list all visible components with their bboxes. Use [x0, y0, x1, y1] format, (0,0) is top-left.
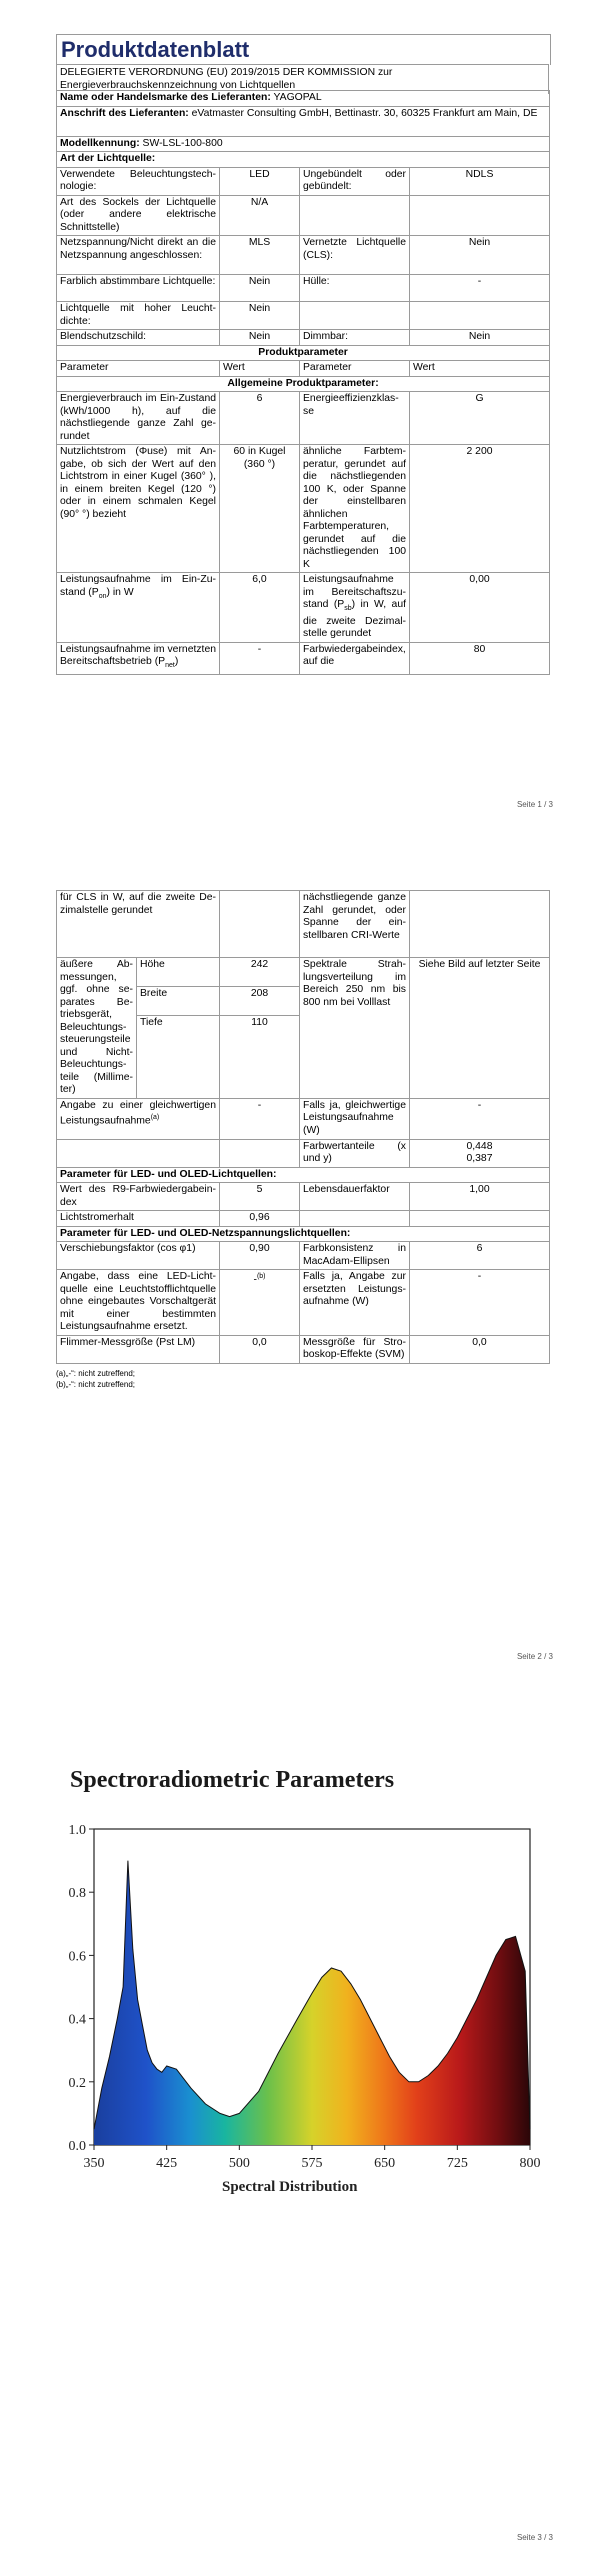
column-header-row	[57, 361, 550, 377]
page-3	[0, 1675, 603, 2560]
row-label: Verschiebungsfaktor (cos φ1)	[57, 1242, 220, 1270]
spectrum-area	[94, 1861, 530, 2145]
row-value: 0,96	[220, 1211, 300, 1227]
page-2	[0, 830, 603, 1675]
y-tick-label: 0.8	[68, 1886, 86, 1902]
x-tick-label: 650	[374, 2156, 396, 2171]
page-number: Seite 2 / 3	[516, 1652, 553, 1661]
table-row	[57, 891, 550, 958]
table-row	[57, 195, 550, 236]
table-row	[57, 1335, 550, 1363]
row-value: Nein	[410, 236, 550, 275]
column-header: Wert	[410, 361, 550, 377]
dimensions-label: äußere Abmessungen, ggf. ohne separates Betriebsgerät, Beleuchtungssteuerungsteile und Nicht-Beleuchtungsteile (Millimeter)	[57, 958, 137, 1099]
mains-params-heading: Parameter für LED- und OLED-Netzspannungslichtquellen:	[57, 1226, 550, 1242]
dimension-name: Tiefe	[137, 1015, 220, 1098]
dimension-value: 208	[220, 986, 300, 1015]
row-value: 0,0	[220, 1335, 300, 1363]
supplier-address-value: eVatmaster Consulting GmbH, Bettinastr. 30, 60325 Frankfurt am Main, DE	[191, 107, 538, 119]
row-label: Falls ja, gleichwertige Leistungsaufnahme (W)	[300, 1098, 410, 1139]
row-label: Lichtstromerhalt	[57, 1211, 220, 1227]
model-label: Modellkennung:	[60, 137, 140, 149]
footnote-a: (a)„-“: nicht zutreffend;	[56, 1368, 135, 1378]
row-value: 2 200	[410, 445, 550, 573]
chart-x-axis-label: Spectral Distribution	[222, 2179, 358, 2195]
column-header: Parameter	[300, 361, 410, 377]
general-params-heading: Allgemeine Produktparameter:	[57, 376, 550, 392]
row-value: Nein	[220, 275, 300, 302]
table-row	[57, 1183, 550, 1211]
row-label: für CLS in W, auf die zweite Dezimalstelle gerundet	[57, 891, 220, 958]
table-row	[57, 1242, 550, 1270]
table-row	[57, 167, 550, 195]
y-tick-label: 1.0	[68, 1823, 86, 1838]
row-label: Energieverbrauch im Ein-Zustand (kWh/1000 h), auf die nächstliegende ganze Zahl gerundet	[57, 392, 220, 445]
table-row	[57, 1139, 550, 1167]
row-value: 0,90	[220, 1242, 300, 1270]
dimension-value: 242	[220, 958, 300, 987]
footnote-b: (b)„-“: nicht zutreffend;	[56, 1379, 135, 1389]
datasheet-table-1	[56, 90, 549, 675]
x-tick-label: 500	[228, 2156, 250, 2171]
x-tick-label: 350	[83, 2156, 105, 2171]
spectral-label: Spektrale Strahlungsverteilung im Bereich 250 nm bis 800 nm bei Volllast	[300, 958, 410, 1099]
dimension-value: 110	[220, 1015, 300, 1098]
row-label: Verwendete Beleuchtungstechnologie:	[57, 167, 220, 195]
row-value: Nein	[410, 330, 550, 346]
row-label: ähnliche Farbtemperatur, gerundet auf die nächstliegenden 100 K, oder Spanne der einstellbaren ähnlichen Farbtemperaturen, gerundet auf die nächstliegenden 100 K	[300, 445, 410, 573]
table-row	[57, 445, 550, 573]
y-tick-label: 0.2	[68, 2075, 86, 2091]
supplier-name-value: YAGOPAL	[273, 92, 322, 103]
x-tick-label: 800	[519, 2156, 541, 2171]
y-tick-label: 0.6	[68, 1949, 86, 1965]
supplier-name-label: Name oder Handelsmarke des Lieferanten:	[60, 92, 271, 103]
mains-params-heading-row	[57, 1226, 550, 1242]
chart-plot	[52, 1767, 552, 2207]
general-params-heading-row	[57, 376, 550, 392]
table-row	[57, 302, 550, 330]
row-label: Farblich abstimmbare Lichtquelle:	[57, 275, 220, 302]
spectral-chart	[52, 1767, 552, 2207]
row-value: -	[220, 1098, 300, 1139]
column-header: Wert	[220, 361, 300, 377]
footnotes	[56, 1368, 549, 1390]
row-label: Messgröße für Stroboskop-Effekte (SVM)	[300, 1335, 410, 1363]
row-label: Vernetzte Lichtquelle (CLS):	[300, 236, 410, 275]
x-tick-label: 725	[446, 2156, 468, 2171]
light-source-heading: Art der Lichtquelle:	[57, 152, 550, 168]
table-row	[57, 275, 550, 302]
row-value: Nein	[220, 330, 300, 346]
row-label	[300, 195, 410, 236]
row-value: MLS	[220, 236, 300, 275]
row-label: Falls ja, Angabe zur ersetzten Leistungsaufnahme (W)	[300, 1270, 410, 1336]
row-value: 0,00	[410, 573, 550, 643]
table-row: Leistungsaufnahme im Ein-Zustand $(P_{on})$ in W 6,0 Leistungsaufnahme im Bereitschaftszustand $(P_{sb})$ in W, auf die zweite Dezimalstelle gerundet 0,00	[57, 573, 550, 643]
row-value: -	[410, 1270, 550, 1336]
row-label: Blendschutzschild:	[57, 330, 220, 346]
table-row: Angabe, dass eine LED-Lichtquelle eine Leuchtstofflichtquelle ohne eingebautes Vorschaltgerät mit einer bestimmten Leistungsaufnahme ersetzt. -$^{(b)}$ Falls ja, Angabe zur ersetzten Leistungsaufnahme (W) -	[57, 1270, 550, 1336]
column-header: Parameter	[57, 361, 220, 377]
row-label: Flimmer-Messgröße (Pst LM)	[57, 1335, 220, 1363]
table-row: Leistungsaufnahme im vernetzten Bereitschaftsbetrieb $(P_{net})$ - Farbwiedergabeindex, auf die 80	[57, 642, 550, 674]
model-row	[57, 136, 550, 152]
row-label: Lebensdauerfaktor	[300, 1183, 410, 1211]
row-label: nächstliegende ganze Zahl gerundet, oder Spanne der einstellbaren CRI-Werte	[300, 891, 410, 958]
row-label: Farbwertanteile (x und y)	[300, 1139, 410, 1167]
row-value: 6,0	[220, 573, 300, 643]
row-label	[300, 302, 410, 330]
spectral-value: Siehe Bild auf letzter Seite	[410, 958, 550, 1099]
page-title: Produktdatenblatt	[61, 37, 250, 62]
row-value: NDLS	[410, 167, 550, 195]
row-label: Hülle:	[300, 275, 410, 302]
table-row: Angabe zu einer gleichwertigen Leistungsaufnahme$^{(a)}$ - Falls ja, gleichwertige Leistungsaufnahme (W) -	[57, 1098, 550, 1139]
y-tick-label: 0.4	[68, 2012, 86, 2028]
x-tick-label: 575	[301, 2156, 323, 2171]
dimension-name: Breite	[137, 986, 220, 1015]
led-params-heading-row	[57, 1167, 550, 1183]
row-value: 1,00	[410, 1183, 550, 1211]
row-label: Wert des R9-Farbwiedergabeindex	[57, 1183, 220, 1211]
row-value: 60 in Kugel (360 °)	[220, 445, 300, 573]
table-row	[57, 958, 550, 987]
row-value: N/A	[220, 195, 300, 236]
row-label: Energieeffizienzklasse	[300, 392, 410, 445]
supplier-address-label: Anschrift des Lieferanten:	[60, 107, 189, 119]
product-params-heading-row	[57, 345, 550, 361]
product-params-heading: Produktparameter	[57, 345, 550, 361]
row-label: Dimmbar:	[300, 330, 410, 346]
supplier-address-row	[57, 106, 550, 136]
page-1	[0, 0, 603, 830]
chromaticity-y: 0,387	[466, 1153, 493, 1164]
row-value	[410, 302, 550, 330]
dimension-name: Höhe	[137, 958, 220, 987]
row-value: -	[410, 275, 550, 302]
table-row	[57, 330, 550, 346]
row-value: 5	[220, 1183, 300, 1211]
row-label: Ungebündelt oder gebündelt:	[300, 167, 410, 195]
row-label: Farbkonsistenz in MacAdam-Ellipsen	[300, 1242, 410, 1270]
row-label: Nutzlichtstrom (Φuse) mit Angabe, ob sich der Wert auf den Lichtstrom in einer Kugel (360° ), in einem breiten Kegel (120 °) oder in einem schmalen Kegel (90° °) bezieht	[57, 445, 220, 573]
chart-title: Spectroradiometric Parameters	[70, 1767, 395, 1793]
x-tick-label: 425	[156, 2156, 178, 2171]
table-row	[57, 1211, 550, 1227]
light-source-heading-row	[57, 152, 550, 168]
model-value: SW-LSL-100-800	[142, 137, 223, 149]
row-value: Nein	[220, 302, 300, 330]
row-label: Lichtquelle mit hoher Leuchtdichte:	[57, 302, 220, 330]
row-value: G	[410, 392, 550, 445]
chromaticity-x: 0,448	[466, 1140, 493, 1152]
y-tick-label: 0.0	[68, 2139, 86, 2154]
page-number: Seite 1 / 3	[516, 800, 553, 809]
row-value: LED	[220, 167, 300, 195]
supplier-name-row	[57, 91, 550, 107]
table-row	[57, 392, 550, 445]
regulation-label: DELEGIERTE VERORDNUNG (EU) 2019/2015 DER KOMMISSION zur Energieverbrauchskennzeichnung von Lichtquellen	[56, 64, 549, 94]
row-value: 6	[410, 1242, 550, 1270]
row-value	[410, 195, 550, 236]
table-row	[57, 236, 550, 275]
led-params-heading: Parameter für LED- und OLED-Lichtquellen:	[57, 1167, 550, 1183]
row-label: Farbwiedergabeindex, auf die	[300, 642, 410, 674]
page-number: Seite 3 / 3	[516, 2533, 553, 2542]
datasheet-table-2	[56, 890, 549, 1390]
row-value: 80	[410, 642, 550, 674]
row-value: -	[220, 642, 300, 674]
row-label: Art des Sockels der Lichtquelle (oder andere elektrische Schnittstelle)	[57, 195, 220, 236]
row-label: Netzspannung/Nicht direkt an die Netzspannung angeschlossen:	[57, 236, 220, 275]
row-value: 6	[220, 392, 300, 445]
row-value: 0,0	[410, 1335, 550, 1363]
title-box	[56, 34, 551, 65]
row-label: Angabe, dass eine LED-Lichtquelle eine Leuchtstofflichtquelle ohne eingebautes Vorschaltgerät mit einer bestimmten Leistungsaufnahme ersetzt.	[57, 1270, 220, 1336]
row-value: -	[410, 1098, 550, 1139]
